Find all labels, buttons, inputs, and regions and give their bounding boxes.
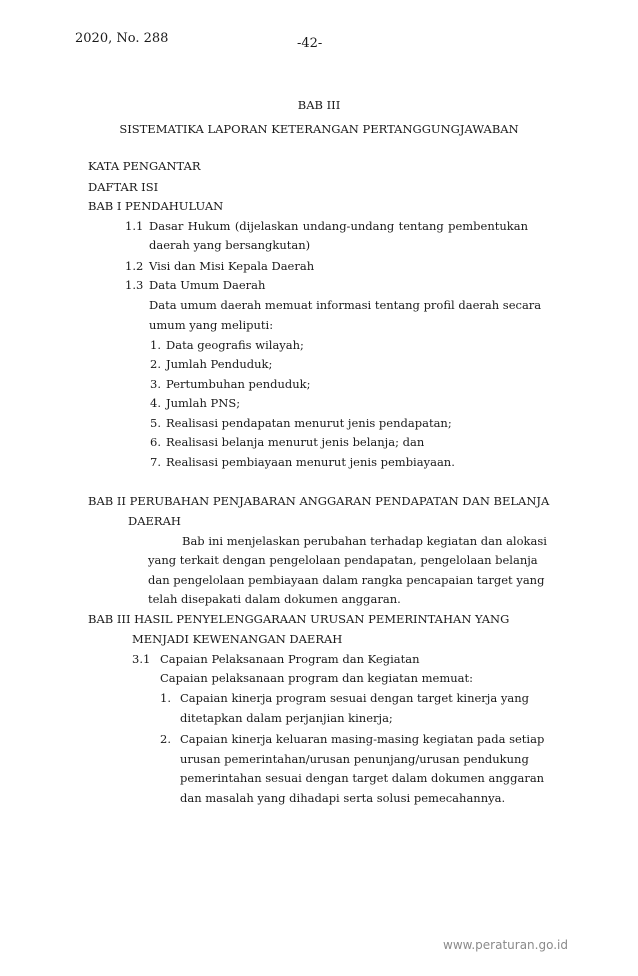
bab3-s1-text: Capaian Pelaksanaan Program dan Kegiatan bbox=[160, 652, 420, 666]
chapter-subtitle: SISTEMATIKA LAPORAN KETERANGAN PERTANGGUNGJAWABAN bbox=[119, 122, 519, 136]
bab3-item2-line4: dan masalah yang dihadapi serta solusi pemecahannya. bbox=[180, 791, 506, 805]
list-item-number: 7. bbox=[150, 455, 161, 469]
bab2-paragraph-line4: telah disepakati dalam dokumen anggaran. bbox=[148, 592, 401, 606]
list-item: Pertumbuhan penduduk; bbox=[166, 377, 311, 391]
bab3-s1-number: 3.1 bbox=[132, 652, 151, 666]
bab3-item1-line2: ditetapkan dalam perjanjian kinerja; bbox=[180, 711, 393, 725]
bab2-paragraph-line2: yang terkait dengan pengelolaan pendapatan, pengelolaan belanja bbox=[148, 553, 538, 567]
bab3-item2-line2: urusan pemerintahan/urusan penunjang/urusan pendukung bbox=[180, 752, 529, 766]
bab2-paragraph-line3: dan pengelolaan pembiayaan dalam rangka pencapaian target yang bbox=[148, 573, 545, 587]
bab1-s1-text-line1: Dasar Hukum (dijelaskan undang-undang tentang pembentukan bbox=[149, 219, 528, 233]
bab1-s3-description-line2: umum yang meliputi: bbox=[149, 318, 274, 332]
list-item-number: 2. bbox=[160, 732, 171, 746]
list-item-number: 2. bbox=[150, 357, 161, 371]
bab1-s3-text: Data Umum Daerah bbox=[149, 278, 266, 292]
header-document-number: 2020, No. 288 bbox=[75, 31, 169, 46]
list-item-number: 4. bbox=[150, 396, 161, 410]
bab2-title-line1: BAB II PERUBAHAN PENJABARAN ANGGARAN PENDAPATAN DAN BELANJA bbox=[88, 494, 550, 508]
bab2-paragraph-line1: Bab ini menjelaskan perubahan terhadap kegiatan dan alokasi bbox=[182, 534, 547, 548]
bab1-s2-text: Visi dan Misi Kepala Daerah bbox=[149, 259, 315, 273]
list-item-number: 5. bbox=[150, 416, 161, 430]
bab3-item1-line1: Capaian kinerja program sesuai dengan target kinerja yang bbox=[180, 691, 529, 705]
list-item: Realisasi pembiayaan menurut jenis pembiayaan. bbox=[166, 455, 455, 469]
footer-url: www.peraturan.go.id bbox=[443, 938, 568, 952]
toc-daftar-isi: DAFTAR ISI bbox=[88, 180, 159, 194]
bab3-title-line1: BAB III HASIL PENYELENGGARAAN URUSAN PEMERINTAHAN YANG bbox=[88, 612, 510, 626]
bab1-s1-number: 1.1 bbox=[125, 219, 144, 233]
bab1-s2-number: 1.2 bbox=[125, 259, 144, 273]
bab3-item2-line1: Capaian kinerja keluaran masing-masing kegiatan pada setiap bbox=[180, 732, 545, 746]
bab1-s1-text-line2: daerah yang bersangkutan) bbox=[149, 238, 311, 252]
chapter-title: BAB III bbox=[297, 98, 341, 112]
list-item-number: 1. bbox=[160, 691, 171, 705]
list-item: Realisasi pendapatan menurut jenis pendapatan; bbox=[166, 416, 452, 430]
bab1-s3-description-line1: Data umum daerah memuat informasi tentang profil daerah secara bbox=[149, 298, 542, 312]
bab3-title-line2: MENJADI KEWENANGAN DAERAH bbox=[132, 632, 343, 646]
list-item: Realisasi belanja menurut jenis belanja; dan bbox=[166, 435, 425, 449]
bab1-s3-number: 1.3 bbox=[125, 278, 144, 292]
list-item: Jumlah PNS; bbox=[166, 396, 241, 410]
bab3-s1-description: Capaian pelaksanaan program dan kegiatan memuat: bbox=[160, 671, 473, 685]
bab1-title: BAB I PENDAHULUAN bbox=[88, 199, 224, 213]
list-item-number: 1. bbox=[150, 338, 161, 352]
bab2-title-line2: DAERAH bbox=[128, 514, 181, 528]
list-item-number: 6. bbox=[150, 435, 161, 449]
toc-kata-pengantar: KATA PENGANTAR bbox=[88, 159, 201, 173]
list-item: Jumlah Penduduk; bbox=[166, 357, 273, 371]
list-item-number: 3. bbox=[150, 377, 161, 391]
bab3-item2-line3: pemerintahan sesuai dengan target dalam dokumen anggaran bbox=[180, 771, 545, 785]
list-item: Data geografis wilayah; bbox=[166, 338, 304, 352]
page-number: -42- bbox=[297, 36, 323, 51]
